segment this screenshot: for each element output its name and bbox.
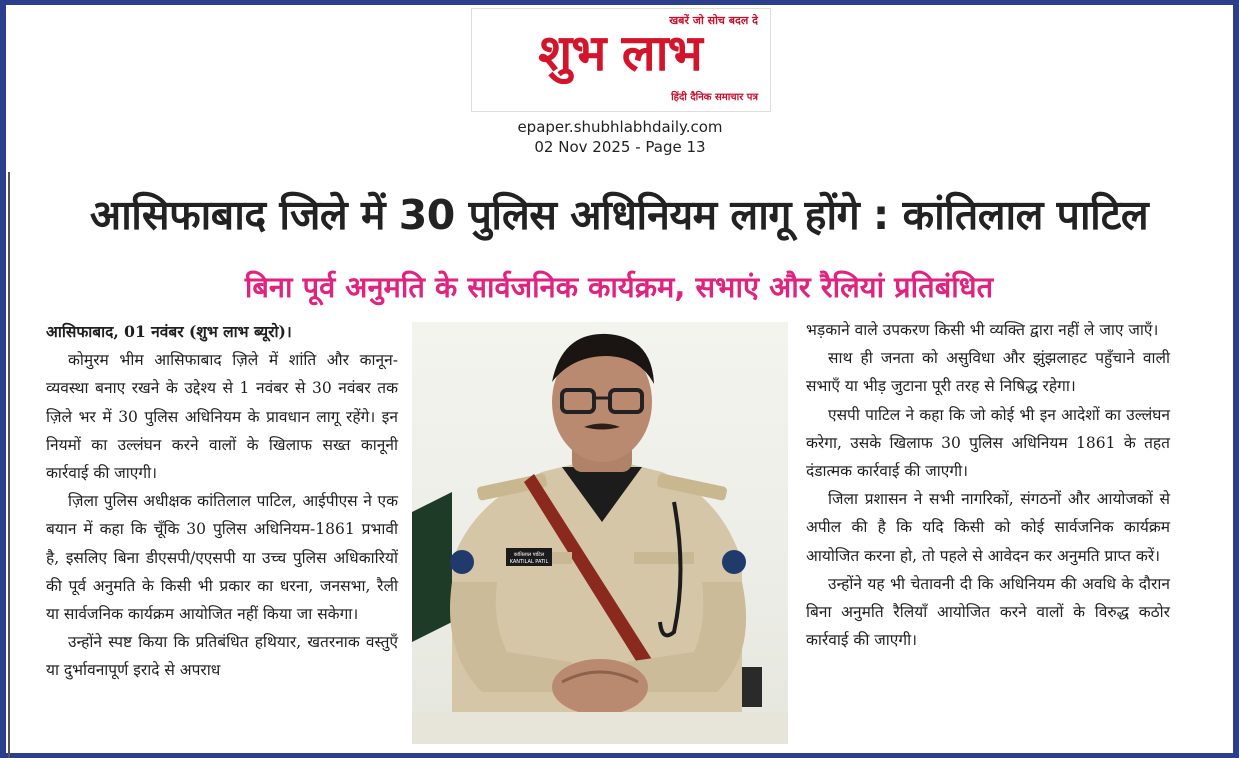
masthead-name: शुभ लाभ [538, 24, 702, 82]
article-headline: आसिफाबाद जिले में 30 पुलिस अधिनियम लागू होंगे : कांतिलाल पाटिल [89, 191, 1149, 239]
officer-portrait-illustration [412, 322, 788, 744]
masthead-logo [471, 8, 771, 112]
article-subheadline: बिना पूर्व अनुमति के सार्वजनिक कार्यक्रम, सभाएं और रैलियां प्रतिबंधित [244, 270, 994, 304]
column-rule [8, 172, 10, 758]
article-dateline: आसिफाबाद, 01 नवंबर (शुभ लाभ ब्यूरो)। [46, 322, 292, 341]
article-paragraph: ज़िला पुलिस अधीक्षक कांतिलाल पाटिल, आईपीएस ने एक बयान में कहा कि चूँकि 30 पुलिस अधिनियम-1861 प्रभावी है, इसलिए बिना डीएसपी/एएसपी या उच्च पुलिस अधिकारियों की पूर्व अनुमति के किसी भी प्रकार का धरना, जनसभा, रैली या सार्वजनिक कार्यक्रम आयोजित नहीं किया जा सकेगा। [46, 492, 398, 624]
article-paragraph: कोमुरम भीम आसिफाबाद ज़िले में शांति और कानून-व्यवस्था बनाए रखने के उद्देश्य से 1 नवंबर से 30 नवंबर तक ज़िले भर में 30 पुलिस अधिनियम के प्रावधान लागू रहेंगे। इन नियमों का उल्लंघन करने वालों के खिलाफ सख्त कानूनी कार्रवाई की जाएगी। [46, 351, 398, 483]
name-tag-line2: KANTILAL PATIL [509, 559, 549, 565]
article-column-right [806, 316, 1170, 654]
edition-url: epaper.shubhlabhdaily.com [517, 118, 723, 136]
article-paragraph: उन्होंने यह भी चेतावनी दी कि अधिनियम की अवधि के दौरान बिना अनुमति रैलियाँ आयोजित करने वालों के विरुद्ध कठोर कार्रवाई की जाएगी। [806, 574, 1170, 650]
article-paragraph: एसपी पाटिल ने कहा कि जो कोई भी इन आदेशों का उल्लंघन करेगा, उसके खिलाफ 30 पुलिस अधिनियम 1861 के तहत दंडात्मक कार्रवाई की जाएगी। [806, 405, 1170, 481]
masthead-tagline: खबरें जो सोच बदल दे [669, 14, 758, 27]
article-paragraph: साथ ही जनता को असुविधा और झुंझलाहट पहुँचाने वाली सभाएँ या भीड़ जुटाना पूरी तरह से निषिद्ध रहेगा। [806, 349, 1170, 396]
edition-date-page: 02 Nov 2025 - Page 13 [534, 138, 706, 156]
article-dateline-paragraph [46, 318, 398, 346]
article-paragraph-continued: भड़काने वाले उपकरण किसी भी व्यक्ति द्वारा नहीं ले जाए जाएँ। [806, 321, 1159, 339]
article-paragraph: जिला प्रशासन ने सभी नागरिकों, संगठनों और आयोजकों से अपील की है कि यदि किसी को कोई सार्वजनिक कार्यक्रम आयोजित करना हो, तो पहले से आवेदन कर अनुमति प्राप्त करें। [806, 490, 1170, 565]
officer-photo [412, 322, 788, 744]
masthead-subtitle: हिंदी दैनिक समाचार पत्र [671, 92, 758, 103]
article-paragraph: उन्होंने स्पष्ट किया कि प्रतिबंधित हथियार, खतरनाक वस्तुएँ या दुर्भावनापूर्ण इरादे से अपराध [46, 633, 398, 680]
name-tag-line1: कांतिलाल पाटिल [513, 552, 545, 558]
article-column-left [46, 318, 398, 685]
